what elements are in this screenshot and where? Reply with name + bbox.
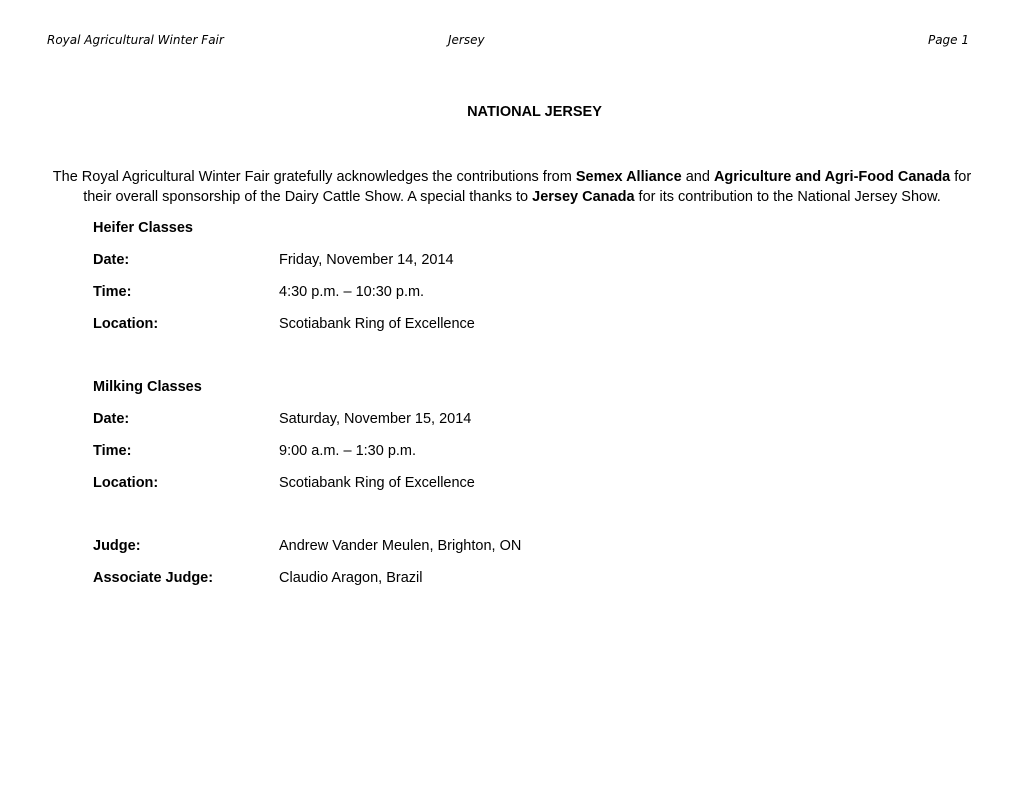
header-page-number: Page 1	[927, 33, 969, 47]
milking-date-label: Date:	[93, 411, 130, 427]
ack-text-1: The Royal Agricultural Winter Fair gratefully acknowledges the contributions from	[52, 169, 576, 185]
heifer-classes-heading	[93, 220, 193, 236]
heifer-time-row	[93, 284, 425, 300]
ack-text-4: for its contribution to the National Jersey Show.	[634, 188, 941, 205]
heifer-time-label: Time:	[93, 284, 132, 300]
milking-location-row	[93, 475, 475, 491]
header-fair-name: Royal Agricultural Winter Fair	[47, 33, 224, 47]
judge-row	[93, 538, 522, 554]
judge-value: Andrew Vander Meulen, Brighton, ON	[279, 538, 522, 554]
judge-label: Judge:	[93, 538, 141, 554]
associate-judge-row	[93, 570, 423, 586]
heifer-time-value: 4:30 p.m. – 10:30 p.m.	[279, 284, 425, 300]
heifer-date-row	[93, 252, 454, 268]
sponsor-semex: Semex Alliance	[575, 169, 682, 185]
heifer-date-value: Friday, November 14, 2014	[279, 252, 454, 268]
heifer-location-row	[93, 316, 475, 332]
heifer-date-label: Date:	[93, 252, 130, 268]
associate-judge-label: Associate Judge:	[93, 570, 214, 586]
milking-location-value: Scotiabank Ring of Excellence	[279, 475, 475, 491]
milking-time-row	[93, 443, 417, 459]
sponsor-jersey-canada: Jersey Canada	[532, 188, 635, 205]
milking-classes-heading	[93, 379, 202, 395]
milking-date-row	[93, 411, 472, 427]
heifer-location-value: Scotiabank Ring of Excellence	[279, 316, 475, 332]
sponsor-agriculture-canada: Agriculture and Agri-Food Canada	[713, 169, 951, 185]
ack-text-3: for their overall sponsorship of the Dairy Cattle Show. A special thanks to	[83, 169, 972, 205]
ack-text-2: and	[681, 169, 714, 185]
associate-judge-value: Claudio Aragon, Brazil	[279, 570, 423, 586]
heifer-location-label: Location:	[93, 316, 159, 332]
acknowledgement-paragraph	[50, 168, 974, 207]
page-title: NATIONAL JERSEY	[467, 104, 602, 120]
milking-heading-text: Milking Classes	[93, 379, 202, 395]
header-section-name: Jersey	[448, 33, 485, 47]
milking-location-label: Location:	[93, 475, 159, 491]
milking-time-label: Time:	[93, 443, 132, 459]
heifer-heading-text: Heifer Classes	[93, 220, 193, 236]
milking-date-value: Saturday, November 15, 2014	[279, 411, 472, 427]
milking-time-value: 9:00 a.m. – 1:30 p.m.	[279, 443, 417, 459]
